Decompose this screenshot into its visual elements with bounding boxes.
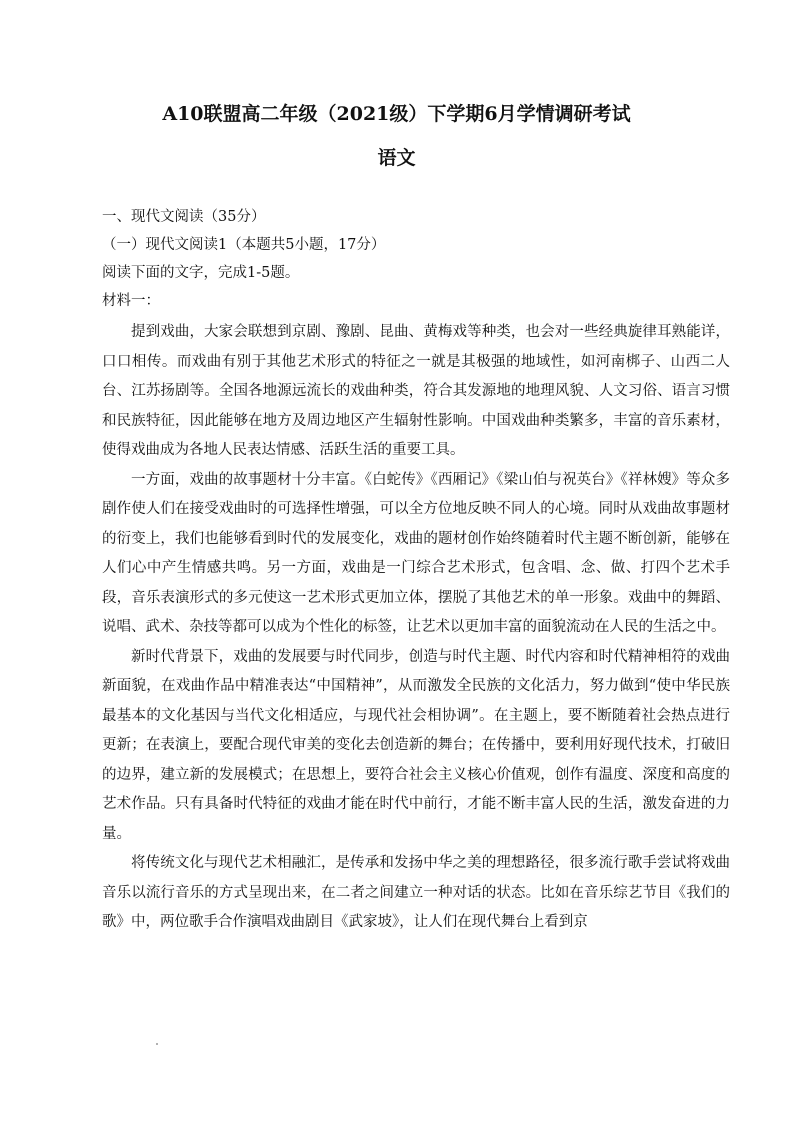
subject-title: 语文 xyxy=(377,147,416,169)
page-speck xyxy=(156,1043,158,1045)
exam-title: A10联盟高二年级（2021级）下学期6月学情调研考试 xyxy=(162,103,631,125)
paragraph-4: 将传统文化与现代艺术相融汇，是传承和发扬中华之美的理想路径，很多流行歌手尝试将戏曲音乐以流行音乐的方式呈现出来，在二者之间建立一种对话的状态。比如在音乐综艺节目《我们的歌》中，两位歌手合作演唱戏曲剧目《武家坡》，让人们在现代舞台上看到京 xyxy=(102,855,730,930)
reading-instruction: 阅读下面的文字，完成1-5题。 xyxy=(102,265,300,281)
section-heading: 一、现代文阅读（35分） xyxy=(102,209,266,225)
subsection-heading: （一）现代文阅读1（本题共5小题，17分） xyxy=(102,237,386,253)
paragraph-2: 一方面，戏曲的故事题材十分丰富。《白蛇传》《西厢记》《梁山伯与祝英台》《祥林嫂》等众多剧作使人们在接受戏曲时的可选择性增强，可以全方位地反映不同人的心境。同时从戏曲故事题材的衍变上，我们也能够看到时代的发展变化，戏曲的题材创作始终随着时代主题不断创新，能够在人们心中产生情感共鸣。另一方面，戏曲是一门综合艺术形式，包含唱、念、做、打四个艺术手段，音乐表演形式的多元使这一艺术形式更加立体，摆脱了其他艺术的单一形象。戏曲中的舞蹈、说唱、武术、杂技等都可以成为个性化的标签，让艺术以更加丰富的面貌流动在人民的生活之中。 xyxy=(102,471,730,635)
material-label: 材料一： xyxy=(102,293,160,309)
paragraph-1: 提到戏曲，大家会联想到京剧、豫剧、昆曲、黄梅戏等种类，也会对一些经典旋律耳熟能详，口口相传。而戏曲有别于其他艺术形式的特征之一就是其极强的地域性，如河南梆子、山西二人台、江苏扬剧等。全国各地源远流长的戏曲种类，符合其发源地的地理风貌、人文习俗、语言习惯和民族特征，因此能够在地方及周边地区产生辐射性影响。中国戏曲种类繁多，丰富的音乐素材，使得戏曲成为各地人民表达情感、活跃生活的重要工具。 xyxy=(102,324,730,458)
paragraph-3: 新时代背景下，戏曲的发展要与时代同步，创造与时代主题、时代内容和时代精神相符的戏曲新面貌，在戏曲作品中精准表达“中国精神”，从而激发全民族的文化活力，努力做到“使中华民族最基本的文化基因与当代文化相适应，与现代社会相协调”。在主题上，要不断随着社会热点进行更新；在表演上，要配合现代审美的变化去创造新的舞台；在传播中，要利用好现代技术，打破旧的边界，建立新的发展模式；在思想上，要符合社会主义核心价值观，创作有温度、深度和高度的艺术作品。只有具备时代特征的戏曲才能在时代中前行，才能不断丰富人民的生活，激发奋进的力量。 xyxy=(102,648,730,842)
document-body xyxy=(102,206,730,938)
